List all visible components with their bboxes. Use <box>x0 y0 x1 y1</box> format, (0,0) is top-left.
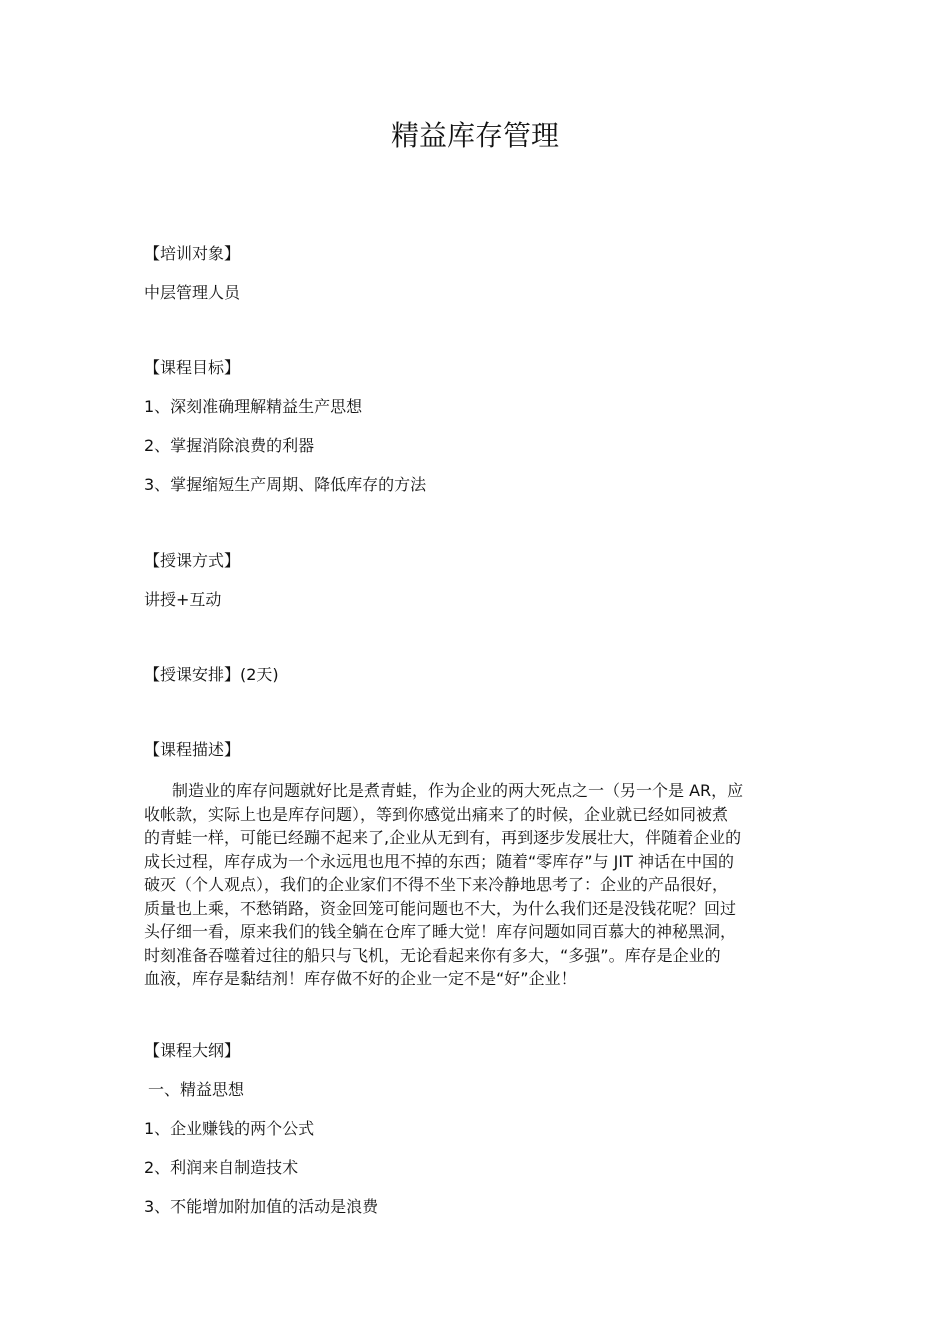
method-heading: 【授课方式】 <box>144 551 241 570</box>
description-line: 制造业的库存问题就好比是煮青蛙，作为企业的两大死点之一（另一个是 AR，应 <box>172 781 744 800</box>
page-title: 精益库存管理 <box>390 119 559 152</box>
outline-item: 2、利润来自制造技术 <box>144 1158 299 1177</box>
description-line: 血液，库存是黏结剂！库存做不好的企业一定不是“好”企业！ <box>144 969 577 988</box>
outline-item: 1、企业赚钱的两个公式 <box>144 1119 315 1138</box>
audience-text: 中层管理人员 <box>144 283 241 302</box>
description-line: 质量也上乘，不愁销路，资金回笼可能问题也不大，为什么我们还是没钱花呢？回过 <box>144 898 737 918</box>
description-heading: 【课程描述】 <box>144 740 241 759</box>
outline-heading: 【课程大纲】 <box>144 1041 241 1060</box>
outline-item: 3、不能增加附加值的活动是浪费 <box>144 1197 379 1216</box>
description-line: 成长过程，库存成为一个永远甩也甩不掉的东西；随着“零库存”与 JIT 神话在中国的 <box>144 851 734 871</box>
outline-part: 一、精益思想 <box>148 1080 245 1099</box>
description-line: 破灭（个人观点），我们的企业家们不得不坐下来冷静地思考了：企业的产品很好， <box>144 875 729 894</box>
description-line: 收帐款，实际上也是库存问题），等到你感觉出痛来了的时候，企业就已经如同被煮 <box>144 804 729 824</box>
goal-item: 3、掌握缩短生产周期、降低库存的方法 <box>144 475 427 494</box>
goal-item: 2、掌握消除浪费的利器 <box>144 436 315 455</box>
goal-item: 1、深刻准确理解精益生产思想 <box>144 397 363 416</box>
description-paragraph <box>144 779 808 991</box>
description-line: 时刻准备吞噬着过往的船只与飞机，无论看起来你有多大，“多强”。库存是企业的 <box>144 945 721 965</box>
method-text: 讲授+互动 <box>144 590 222 609</box>
schedule-heading: 【授课安排】(2天) <box>144 665 279 684</box>
audience-heading: 【培训对象】 <box>144 244 241 263</box>
goals-heading: 【课程目标】 <box>144 358 241 377</box>
description-line: 的青蛙一样，可能已经蹦不起来了,企业从无到有，再到逐步发展壮大，伴随着企业的 <box>144 828 742 847</box>
description-line: 头仔细一看，原来我们的钱全躺在仓库了睡大觉！库存问题如同百慕大的神秘黑洞， <box>144 922 737 941</box>
